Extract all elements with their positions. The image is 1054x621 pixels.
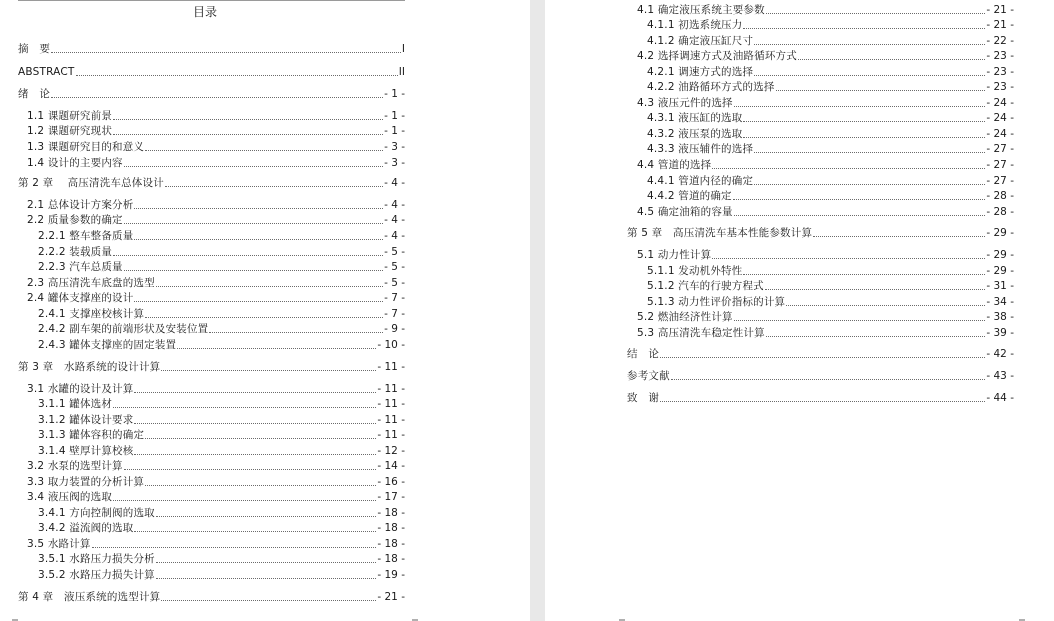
- toc-entry[interactable]: 3.1.1 罐体选材 - 11 -: [38, 398, 405, 410]
- toc-entry[interactable]: 5.1 动力性计算 - 29 -: [637, 249, 1014, 261]
- toc-title: 目录: [192, 5, 217, 19]
- toc-entry[interactable]: 3.5 水路计算 - 18 -: [27, 538, 405, 550]
- toc-entry[interactable]: 2.4.2 副车架的前端形状及安装位置 - 9 -: [38, 323, 405, 335]
- toc-entry[interactable]: 4.4 管道的选择 - 27 -: [637, 159, 1014, 171]
- toc-entry[interactable]: 4.2.2 油路循环方式的选择 - 23 -: [647, 81, 1014, 93]
- toc-entry[interactable]: 4.1 确定液压系统主要参数 - 21 -: [637, 4, 1014, 16]
- toc-entry[interactable]: 2.1 总体设计方案分析 - 4 -: [27, 199, 405, 211]
- toc-entry[interactable]: 2.2 质量参数的确定 - 4 -: [27, 214, 405, 226]
- toc-entry[interactable]: 3.1.4 壁厚计算校核 - 12 -: [38, 445, 405, 457]
- toc-entry[interactable]: 第 3 章 水路系统的设计计算 - 11 -: [18, 361, 405, 373]
- toc-entry[interactable]: 1.2 课题研究现状 - 1 -: [27, 125, 405, 137]
- toc-entry[interactable]: 第 5 章 高压清洗车基本性能参数计算 - 29 -: [627, 227, 1014, 239]
- toc-entry[interactable]: 5.1.2 汽车的行驶方程式 - 31 -: [647, 280, 1014, 292]
- toc-entry[interactable]: 3.3 取力装置的分析计算 - 16 -: [27, 476, 405, 488]
- toc-page-right: [545, 0, 1054, 621]
- toc-entry[interactable]: 5.1.1 发动机外特性 - 29 -: [647, 265, 1014, 277]
- toc-entry[interactable]: 2.2.3 汽车总质量 - 5 -: [38, 261, 405, 273]
- toc-entry[interactable]: 5.2 燃油经济性计算 - 38 -: [637, 311, 1014, 323]
- toc-entry[interactable]: 参考文献 - 43 -: [627, 370, 1014, 382]
- toc-entry[interactable]: 3.4.2 溢流阀的选取 - 18 -: [38, 522, 405, 534]
- toc-entry[interactable]: 第 2 章 高压清洗车总体设计 - 4 -: [18, 177, 405, 189]
- toc-entry[interactable]: 5.3 高压清洗车稳定性计算 - 39 -: [637, 327, 1014, 339]
- toc-entry[interactable]: 4.1.1 初选系统压力 - 21 -: [647, 19, 1014, 31]
- toc-entry[interactable]: 3.1.3 罐体容积的确定 - 11 -: [38, 429, 405, 441]
- toc-entry[interactable]: 1.1 课题研究前景 - 1 -: [27, 110, 405, 122]
- toc-entry[interactable]: 2.2.2 装载质量 - 5 -: [38, 246, 405, 258]
- toc-entry[interactable]: 3.2 水泵的选型计算 - 14 -: [27, 460, 405, 472]
- toc-entry[interactable]: 4.3.3 液压辅件的选择 - 27 -: [647, 143, 1014, 155]
- toc-entry[interactable]: 5.1.3 动力性评价指标的计算 - 34 -: [647, 296, 1014, 308]
- toc-entry[interactable]: 1.4 设计的主要内容 - 3 -: [27, 157, 405, 169]
- toc-entry[interactable]: 4.3 液压元件的选择 - 24 -: [637, 97, 1014, 109]
- toc-entry[interactable]: 4.3.2 液压泵的选取 - 24 -: [647, 128, 1014, 140]
- toc-entry[interactable]: 2.3 高压清洗车底盘的选型 - 5 -: [27, 277, 405, 289]
- toc-entry[interactable]: 4.1.2 确定液压缸尺寸 - 22 -: [647, 35, 1014, 47]
- toc-entry[interactable]: 第 4 章 液压系统的选型计算 - 21 -: [18, 591, 405, 603]
- toc-entry[interactable]: 4.4.1 管道内径的确定 - 27 -: [647, 175, 1014, 187]
- toc-entry[interactable]: 3.4.1 方向控制阀的选取 - 18 -: [38, 507, 405, 519]
- toc-entry[interactable]: 4.5 确定油箱的容量 - 28 -: [637, 206, 1014, 218]
- toc-entry[interactable]: 4.3.1 液压缸的选取 - 24 -: [647, 112, 1014, 124]
- toc-entry[interactable]: 4.2 选择调速方式及油路循环方式 - 23 -: [637, 50, 1014, 62]
- toc-entry[interactable]: 摘 要 I: [18, 43, 405, 55]
- toc-entry[interactable]: 3.5.1 水路压力损失分析 - 18 -: [38, 553, 405, 565]
- toc-entry[interactable]: 3.4 液压阀的选取 - 17 -: [27, 491, 405, 503]
- page-gap: [530, 0, 545, 621]
- page-top-rule: [18, 0, 405, 1]
- toc-entry[interactable]: 2.4 罐体支撑座的设计 - 7 -: [27, 292, 405, 304]
- toc-entry[interactable]: 4.4.2 管道的确定 - 28 -: [647, 190, 1014, 202]
- toc-entry[interactable]: 4.2.1 调速方式的选择 - 23 -: [647, 66, 1014, 78]
- toc-entry[interactable]: 2.4.3 罐体支撑座的固定装置 - 10 -: [38, 339, 405, 351]
- toc-entry[interactable]: 2.4.1 支撑座校核计算 - 7 -: [38, 308, 405, 320]
- toc-entry[interactable]: 2.2.1 整车整备质量 - 4 -: [38, 230, 405, 242]
- toc-entry[interactable]: 绪 论 - 1 -: [18, 88, 405, 100]
- toc-entry[interactable]: 3.1.2 罐体设计要求 - 11 -: [38, 414, 405, 426]
- toc-entry[interactable]: 3.5.2 水路压力损失计算 - 19 -: [38, 569, 405, 581]
- toc-entry[interactable]: 3.1 水罐的设计及计算 - 11 -: [27, 383, 405, 395]
- toc-entry[interactable]: 致 谢 - 44 -: [627, 392, 1014, 404]
- toc-entry[interactable]: ABSTRACT II: [18, 66, 405, 78]
- toc-entry[interactable]: 结 论 - 42 -: [627, 348, 1014, 360]
- toc-entry[interactable]: 1.3 课题研究目的和意义 - 3 -: [27, 141, 405, 153]
